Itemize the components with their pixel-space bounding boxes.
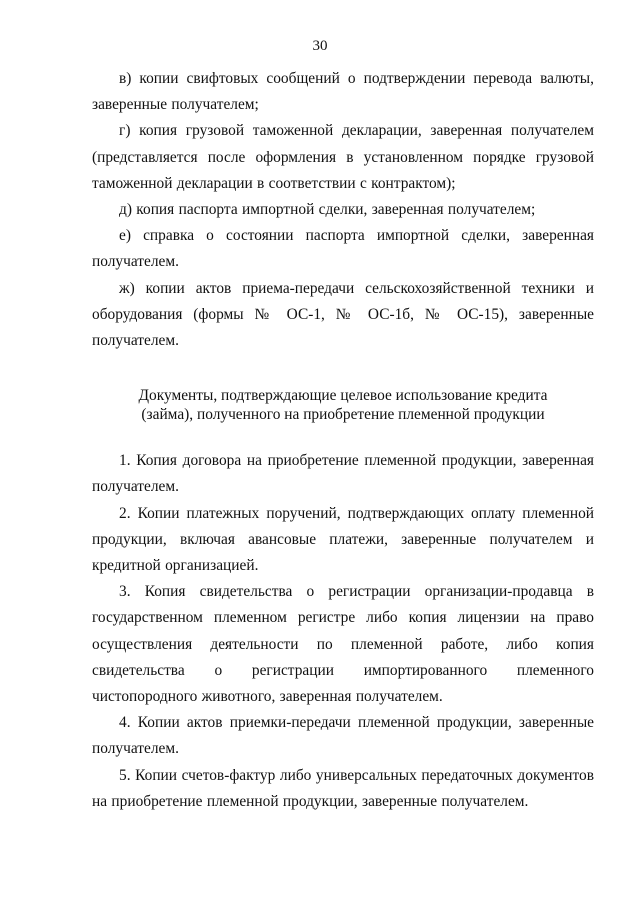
list-item-zh: ж) копии актов приема-передачи сельскохозяйственной техники и оборудования (формы № ОС-1, № ОС-1б, № ОС-15), заверенные получателем.: [92, 279, 594, 350]
list-item-v: в) копии свифтовых сообщений о подтверждении перевода валюты, заверенные получателем;: [92, 70, 594, 114]
section-heading-line-1: Документы, подтверждающие целевое использование кредита: [138, 387, 548, 405]
list-item-e: е) справка о состоянии паспорта импортной сделки, заверенная получателем.: [92, 227, 594, 271]
numbered-item-3: 3. Копия свидетельства о регистрации организации-продавца в государственном племенном регистре либо копия лицензии на право осуществления деятельности по племенной работе, либо копия свидетельства о регистрации импортированного племенного чистопородного животного, заверенная получателем.: [92, 583, 594, 706]
numbered-item-4: 4. Копии актов приемки-передачи племенной продукции, заверенные получателем.: [92, 714, 594, 758]
section-heading-line-2: (займа), полученного на приобретение племенной продукции: [141, 406, 545, 424]
section-heading: [92, 354, 594, 448]
numbered-item-1: 1. Копия договора на приобретение племенной продукции, заверенная получателем.: [92, 452, 594, 496]
numbered-item-5: 5. Копии счетов-фактур либо универсальных передаточных документов на приобретение племенной продукции, заверенные получателем.: [92, 766, 594, 810]
list-item-g: г) копия грузовой таможенной декларации, заверенная получателем (представляется после оформления в установленном порядке грузовой таможенной декларации в соответствии с контрактом);: [92, 122, 594, 192]
document-body: [92, 66, 594, 815]
page-number: 30: [312, 38, 328, 54]
numbered-item-2: 2. Копии платежных поручений, подтверждающих оплату племенной продукции, включая авансовые платежи, заверенные получателем и кредитной организацией.: [92, 504, 594, 575]
list-item-d: д) копия паспорта импортной сделки, заверенная получателем;: [119, 201, 536, 219]
